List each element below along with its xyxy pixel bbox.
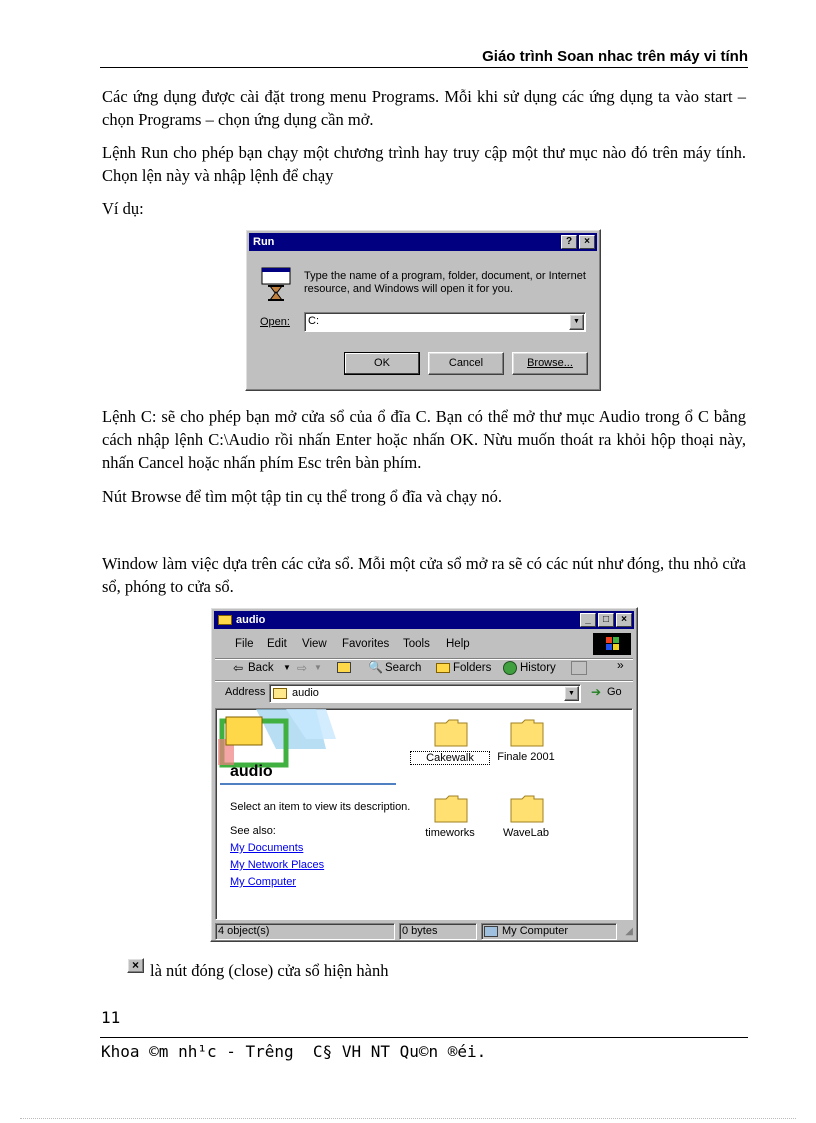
paragraph-c-drive: Lệnh C: sẽ cho phép bạn mở cửa sổ của ổ đĩa C. Bạn có thể mở thư mục Audio trong ổ C bằng cách nhập lệnh C:\Audio rồi nhấn Enter hoặc nhấn OK. Nừu muốn thoát ra khỏi hộp thoại này, nhấn Cancel hoặc nhấn phím Esc trên bàn phím. xyxy=(102,407,746,472)
run-dialog xyxy=(245,229,601,391)
divider xyxy=(215,680,633,682)
status-objects: 4 object(s) xyxy=(215,923,395,940)
footer-divider xyxy=(100,1037,748,1038)
history-button[interactable]: History xyxy=(520,662,556,674)
forward-dropdown-icon[interactable]: ▼ xyxy=(314,663,322,672)
run-description: Type the name of a program, folder, document, or Internet resource, and Windows will open it for you. xyxy=(304,270,586,295)
folder-icon[interactable] xyxy=(434,719,468,747)
run-program-icon xyxy=(260,266,292,302)
folder-cakewalk[interactable]: Cakewalk xyxy=(410,751,490,765)
go-button[interactable]: Go xyxy=(607,686,622,698)
search-icon[interactable]: 🔍 xyxy=(368,660,383,674)
panel-title: audio xyxy=(230,763,273,780)
address-dropdown-icon[interactable]: ▼ xyxy=(564,686,579,701)
close-button[interactable]: × xyxy=(579,235,595,249)
see-also-label: See also: xyxy=(230,825,276,837)
paragraph-programs: Các ứng dụng được cài đặt trong menu Programs. Mỗi khi sử dụng các ứng dụng ta vào start – chọn Programs – chọn ứng dụng cần mở. xyxy=(102,87,746,129)
menu-file[interactable]: File xyxy=(235,638,254,650)
open-input[interactable]: C: xyxy=(308,315,319,327)
divider xyxy=(215,658,633,660)
page-edge xyxy=(20,1118,796,1119)
browse-button[interactable]: Browse... xyxy=(512,352,588,375)
folder-icon[interactable] xyxy=(510,795,544,823)
footer-text: Khoa ©m nh¹c - Trêng C§ VH NT Qu©n ®éi. xyxy=(101,1042,487,1061)
content-pane xyxy=(215,708,633,920)
panel-divider xyxy=(220,783,396,785)
page-number: 11 xyxy=(101,1008,121,1027)
windows-logo-icon xyxy=(593,633,631,655)
status-size: 0 bytes xyxy=(399,923,477,940)
explorer-titlebar xyxy=(214,611,634,629)
folder-icon[interactable] xyxy=(434,795,468,823)
close-button[interactable]: × xyxy=(616,613,632,627)
address-folder-icon xyxy=(273,688,287,699)
address-field[interactable] xyxy=(269,684,581,703)
page-header: Giáo trình Soan nhac trên máy vi tính xyxy=(100,48,748,68)
link-my-computer[interactable]: My Computer xyxy=(230,876,297,888)
run-titlebar xyxy=(249,233,597,251)
back-arrow-icon[interactable]: ⇦ xyxy=(233,661,244,675)
resize-grip-icon[interactable]: ◢ xyxy=(625,926,633,937)
go-arrow-icon[interactable]: ➔ xyxy=(591,685,602,699)
folder-icon xyxy=(218,615,232,625)
folder-finale-2001[interactable]: Finale 2001 xyxy=(497,751,555,763)
folder-wavelab[interactable]: WaveLab xyxy=(502,827,550,839)
paragraph-windows: Window làm việc dựa trên các cửa sổ. Mỗi một cửa sổ mở ra sẽ có các nút như đóng, thu nhỏ cửa sổ, phóng to cửa sổ. xyxy=(102,554,746,596)
explorer-window xyxy=(210,607,638,942)
history-icon[interactable] xyxy=(503,661,517,675)
open-label: Open: xyxy=(260,316,290,328)
forward-arrow-icon[interactable]: ⇨ xyxy=(297,661,308,675)
folders-icon[interactable] xyxy=(436,663,450,673)
paragraph-example: Ví dụ: xyxy=(102,199,144,218)
cancel-button[interactable]: Cancel xyxy=(428,352,504,375)
open-combobox[interactable] xyxy=(304,312,586,332)
link-my-documents[interactable]: My Documents xyxy=(230,842,304,854)
views-icon[interactable] xyxy=(571,661,587,675)
address-value[interactable]: audio xyxy=(292,687,319,699)
panel-hint: Select an item to view its description. xyxy=(230,801,411,813)
run-title: Run xyxy=(253,236,275,248)
explorer-title: audio xyxy=(236,614,266,626)
address-label: Address xyxy=(225,686,266,698)
menu-help[interactable]: Help xyxy=(446,638,470,650)
search-button[interactable]: Search xyxy=(385,662,422,674)
maximize-button[interactable]: □ xyxy=(598,613,614,627)
computer-icon xyxy=(484,926,498,937)
more-chevron-icon[interactable]: » xyxy=(617,658,624,672)
menu-view[interactable]: View xyxy=(302,638,327,650)
paragraph-browse: Nút Browse để tìm một tập tin cụ thể trong ổ đĩa và chạy nó. xyxy=(102,487,503,506)
paragraph-run-command: Lệnh Run cho phép bạn chạy một chương trình hay truy cập một thư mục nào đó trên máy tính. Chọn lện này và nhập lệnh để chạy xyxy=(102,143,746,185)
folder-timeworks[interactable]: timeworks xyxy=(425,827,475,839)
status-location-box xyxy=(481,923,617,940)
status-location: My Computer xyxy=(502,925,569,937)
dropdown-arrow-icon[interactable]: ▼ xyxy=(569,314,584,330)
link-my-network-places[interactable]: My Network Places xyxy=(230,859,325,871)
menu-edit[interactable]: Edit xyxy=(267,638,287,650)
folder-icon[interactable] xyxy=(510,719,544,747)
back-button[interactable]: Back xyxy=(248,662,274,674)
up-folder-icon[interactable] xyxy=(337,662,351,673)
folders-button[interactable]: Folders xyxy=(453,662,492,674)
menu-tools[interactable]: Tools xyxy=(403,638,430,650)
menu-favorites[interactable]: Favorites xyxy=(342,638,390,650)
back-dropdown-icon[interactable]: ▼ xyxy=(283,663,291,672)
close-icon: × xyxy=(127,958,144,973)
paragraph-close-button: là nút đóng (close) cửa sổ hiện hành xyxy=(150,961,389,980)
minimize-button[interactable]: _ xyxy=(580,613,596,627)
help-button[interactable]: ? xyxy=(561,235,577,249)
ok-button[interactable]: OK xyxy=(344,352,420,375)
